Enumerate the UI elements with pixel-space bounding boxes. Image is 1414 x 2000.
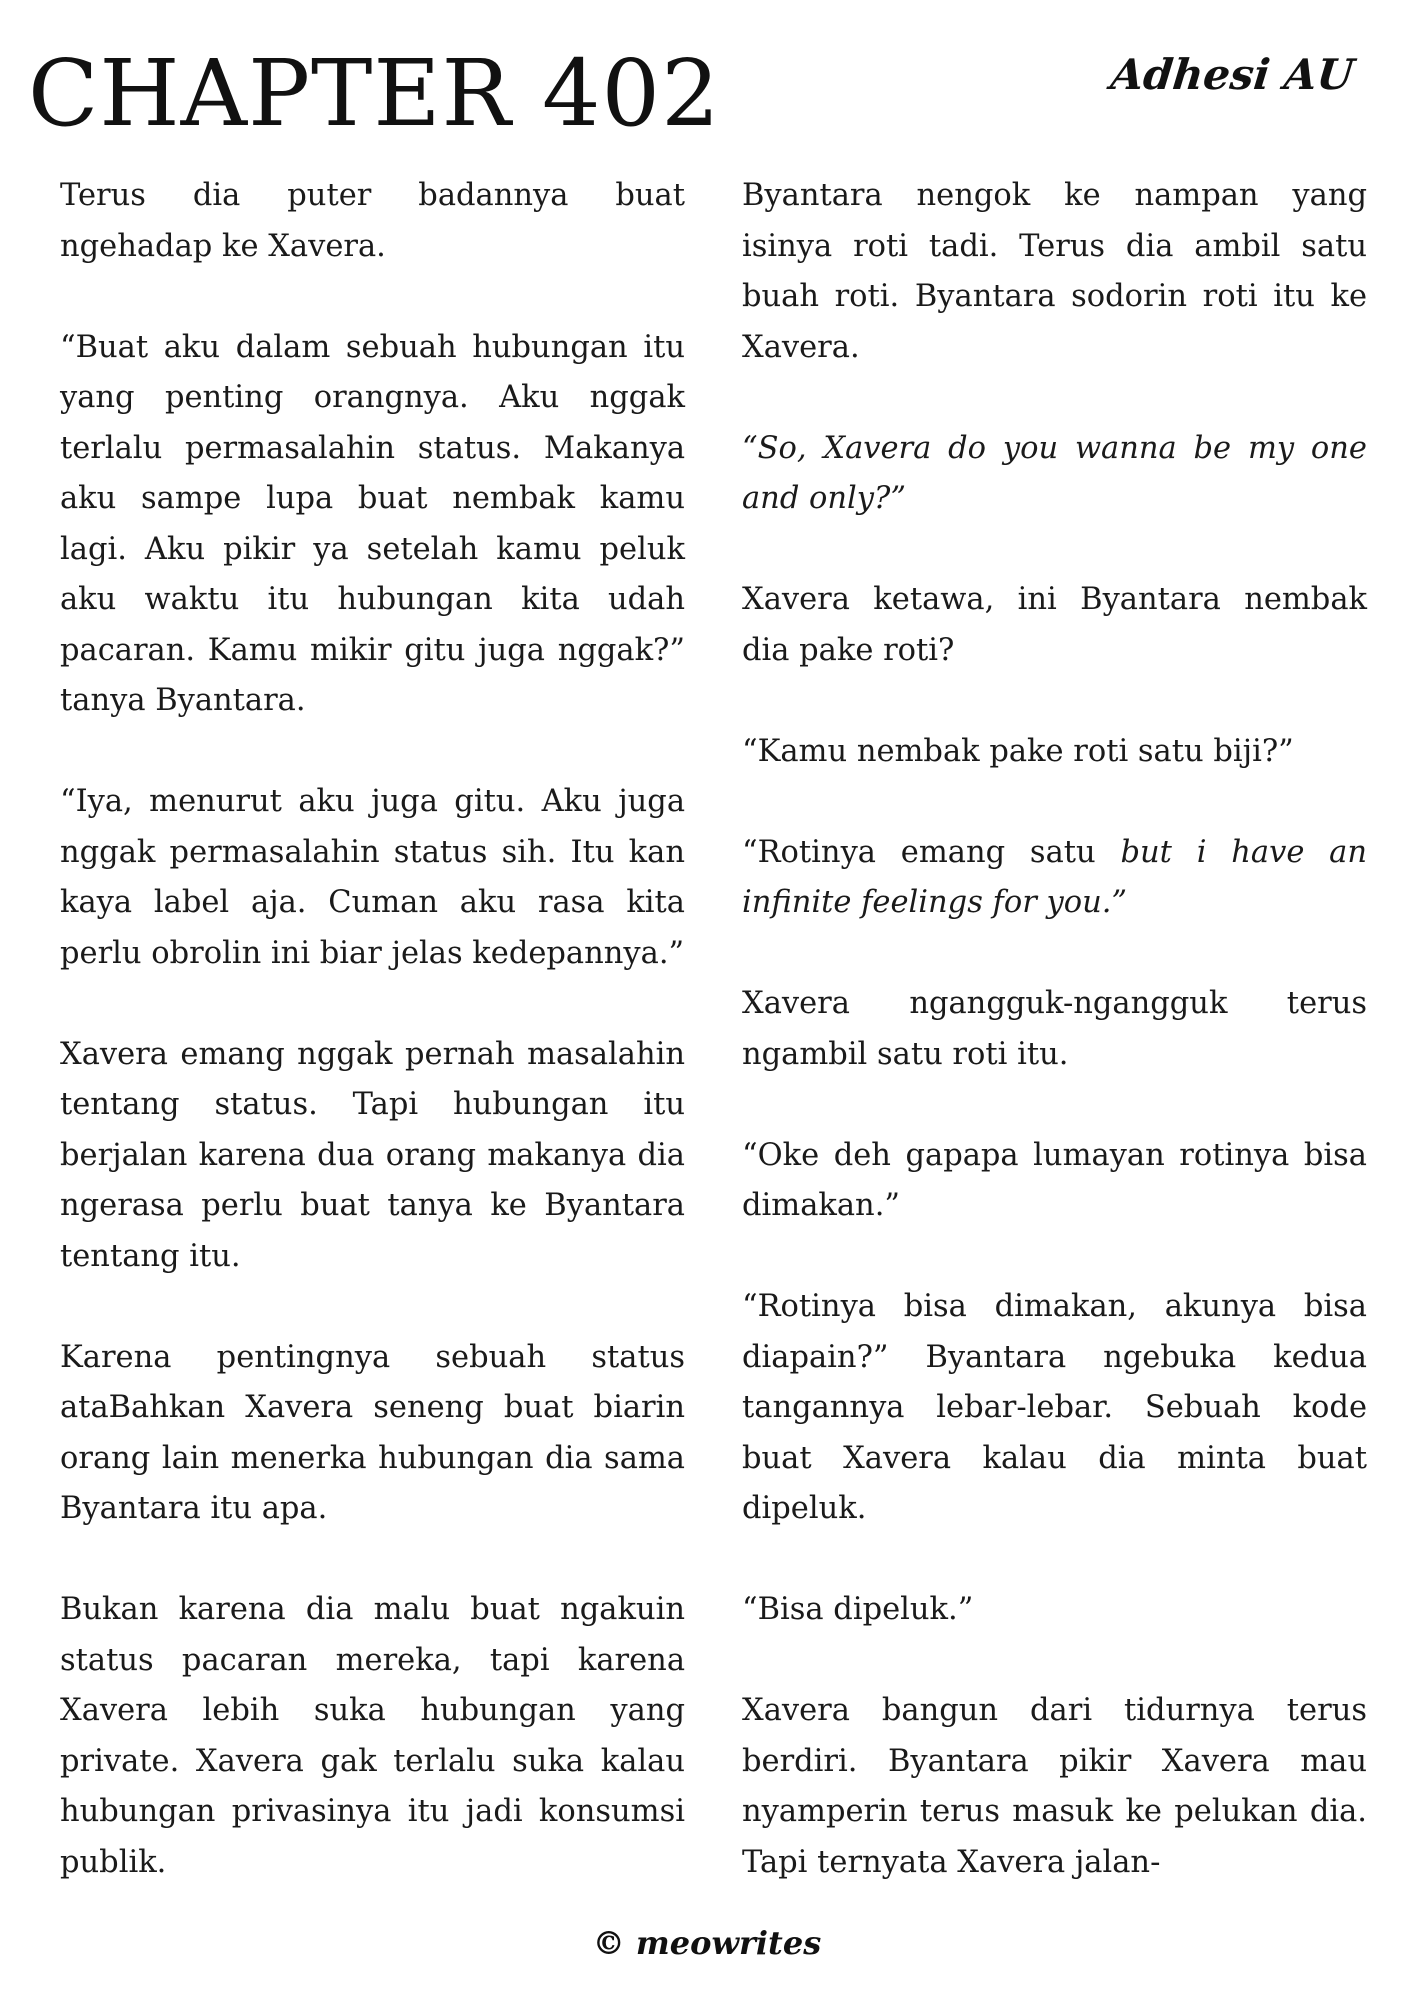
left-column [60, 171, 685, 1888]
series-tag: Adhesi AU [1108, 50, 1357, 99]
paragraph: Karena pentingnya sebuah status ataBahkan Xavera seneng buat biarin orang lain menerka hubungan dia sama Byantara itu apa. [60, 1339, 685, 1526]
paragraph: “Rotinya bisa dimakan, akunya bisa diapain?” Byantara ngebuka kedua tangannya lebar-lebar. Sebuah kode buat Xavera kalau dia minta buat dipeluk. [742, 1289, 1367, 1526]
paragraph: “Buat aku dalam sebuah hubungan itu yang penting orangnya. Aku nggak terlalu permasalahin status. Makanya aku sampe lupa buat nembak kamu lagi. Aku pikir ya setelah kamu peluk aku waktu itu hubungan kita udah pacaran. Kamu mikir gitu juga nggak?” tanya Byantara. [60, 329, 685, 718]
footer-credit: © meowrites [592, 1924, 822, 1962]
paragraph: Bukan karena dia malu buat ngakuin status pacaran mereka, tapi karena Xavera lebih suka hubungan yang private. Xavera gak terlalu suka kalau hubungan privasinya itu jadi konsumsi publik. [60, 1592, 685, 1880]
quote-start: “Rotinya emang satu [742, 834, 1121, 870]
paragraph: Xavera bangun dari tidurnya terus berdiri. Byantara pikir Xavera mau nyamperin terus masuk ke pelukan dia. Tapi ternyata Xavera jalan- [742, 1693, 1367, 1880]
paragraph: Terus dia puter badannya buat ngehadap ke Xavera. [60, 178, 685, 264]
paragraph: Xavera ketawa, ini Byantara nembak dia pake roti? [742, 582, 1367, 668]
italic-quote: “So, Xavera do you wanna be my one and only?” [742, 430, 1367, 516]
paragraph: “Oke deh gapapa lumayan rotinya bisa dimakan.” [742, 1137, 1367, 1223]
paragraph: Xavera ngangguk-ngangguk terus ngambil satu roti itu. [742, 986, 1367, 1072]
paragraph: Xavera emang nggak pernah masalahin tentang status. Tapi hubungan itu berjalan karena dua orang makanya dia ngerasa perlu buat tanya ke Byantara tentang itu. [60, 1036, 685, 1274]
paragraph: “Iya, menurut aku juga gitu. Aku juga nggak permasalahin status sih. Itu kan kaya label aja. Cuman aku rasa kita perlu obrolin ini biar jelas kedepannya.” [60, 784, 685, 971]
paragraph: Byantara nengok ke nampan yang isinya roti tadi. Terus dia ambil satu buah roti. Byantara sodorin roti itu ke Xavera. [742, 178, 1367, 365]
chapter-title: CHAPTER 402 [28, 40, 721, 147]
paragraph: “Bisa dipeluk.” [742, 1592, 974, 1627]
paragraph: “Kamu nembak pake roti satu biji?” [742, 733, 1294, 769]
paragraph-mixed [742, 828, 1367, 929]
italic-phrase: but i have an infinite feelings for you.” [742, 834, 1367, 920]
right-column [742, 171, 1367, 1888]
paragraph-italic [742, 424, 1367, 525]
